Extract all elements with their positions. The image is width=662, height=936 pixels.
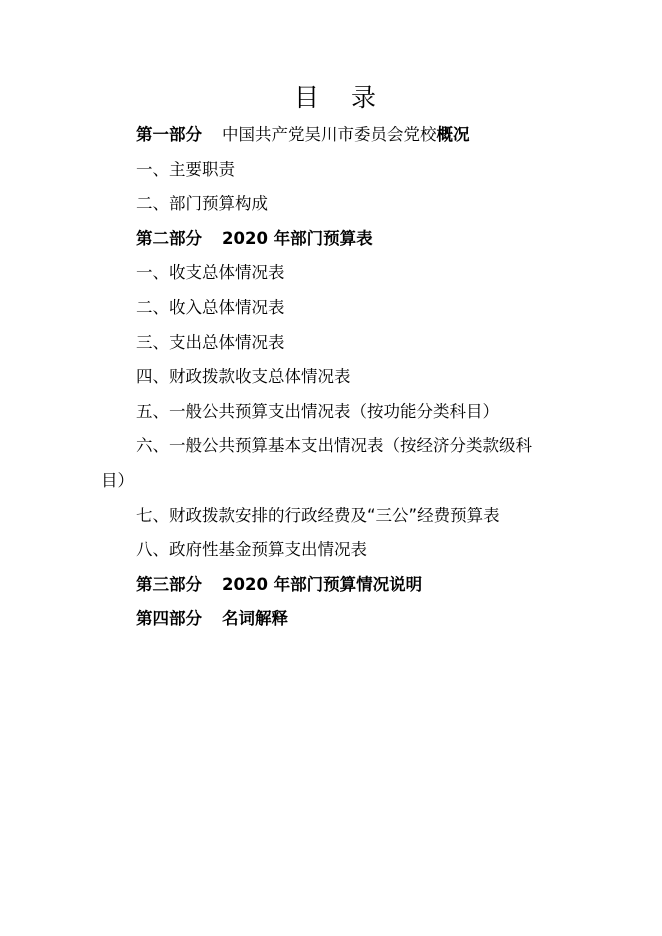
toc-item: 五、一般公共预算支出情况表（按功能分类科目） bbox=[136, 401, 499, 421]
toc-part-2-text: 2020 年部门预算表 bbox=[222, 228, 373, 248]
toc-item: 一、主要职责 bbox=[136, 159, 235, 179]
toc-part-3 bbox=[0, 568, 662, 603]
toc-part-2-label: 第二部分 bbox=[136, 228, 202, 248]
toc-part-1-text: 中国共产党吴川市委员会党校 bbox=[222, 125, 437, 144]
toc-part-4-text: 名词解释 bbox=[222, 609, 288, 629]
toc-item: 二、部门预算构成 bbox=[136, 194, 268, 214]
toc-item-line2: 目） bbox=[101, 470, 134, 490]
toc-part-1-suffix: 概况 bbox=[436, 125, 470, 144]
toc-item: 七、财政拨款安排的行政经费及“三公”经费预算表 bbox=[136, 505, 500, 525]
toc-item: 二、收入总体情况表 bbox=[136, 297, 285, 317]
toc-item: 四、财政拨款收支总体情况表 bbox=[136, 367, 351, 387]
toc-part-3-label: 第三部分 bbox=[136, 574, 202, 594]
toc-item: 八、政府性基金预算支出情况表 bbox=[136, 540, 367, 560]
toc-part-1-label: 第一部分 bbox=[136, 125, 202, 144]
table-of-contents bbox=[0, 118, 662, 637]
toc-item: 三、支出总体情况表 bbox=[136, 332, 285, 352]
page-title: 目 录 bbox=[294, 83, 388, 112]
toc-part-3-text: 2020 年部门预算情况说明 bbox=[222, 574, 423, 594]
toc-part-2 bbox=[0, 222, 662, 257]
toc-part-4-label: 第四部分 bbox=[136, 609, 202, 629]
toc-item: 一、收支总体情况表 bbox=[136, 263, 285, 283]
toc-item-line1: 六、一般公共预算基本支出情况表（按经济分类款级科 bbox=[136, 436, 532, 456]
toc-part-1 bbox=[0, 118, 662, 153]
toc-part-4 bbox=[0, 602, 662, 637]
